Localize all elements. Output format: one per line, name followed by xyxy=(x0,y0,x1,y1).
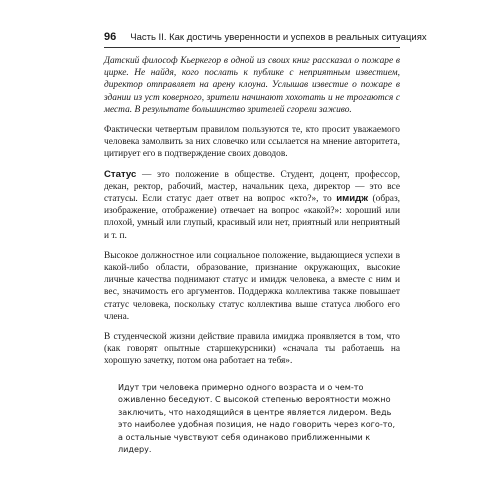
image-definition: (образ, изображение, отображение) отвечает на вопрос «какой?»: хороший или плохой, умный или глупый, красивый или нет, приятный или неприятный и т. п. xyxy=(104,194,401,241)
paragraph-fourth-rule: Фактически четвертым правилом пользуются те, кто просит уважаемого человека замолвить за них словечко или ссылается на мнение авторитета, цитирует его в подтверждение своих доводов. xyxy=(104,125,400,160)
paragraph-high-status: Высокое должностное или социальное положение, выдающиеся успехи в какой-либо области, образование, признание окружающих, высокие личные качества поднимают статус и имидж человека, а вместе с ним и вес, значимость его аргументов. Поддержка коллектива также повышает статус человека, поскольку статус коллектива выше статуса любого его члена. xyxy=(104,250,400,322)
figure-caption: Идут три человека примерно одного возраста и о чем-то оживленно беседуют. С высокой степенью вероятности можно заключить, что находящийся в центре является лидером. Ведь это наиболее удобная позиция, не надо говорить через кого-то, а остальные чувствуют себя одинаково приближенными к лидеру. xyxy=(118,382,396,455)
running-header xyxy=(104,30,427,44)
status-definition: — это положение в обществе. Студент, доцент, профессор, декан, ректор, рабочий, мастер, начальник цеха, директор — это все статусы. Если статус дает ответ на вопрос «кто?», то xyxy=(104,169,400,205)
running-title: Часть II. Как достичь уверенности и успехов в реальных ситуациях xyxy=(130,32,427,43)
header-divider xyxy=(104,47,400,48)
paragraph-status-image xyxy=(104,169,400,242)
kierkegaard-quote: Датский философ Кьеркегор в одной из своих книг рассказал о пожаре в цирке. Не найдя, кого послать к публике с неприятным известием, директор отправляет на арену клоуна. Услышав известие о пожаре в здании из уст коверного, зрители начинают хохотать и не трогаются с места. В результате большинство зрителей сгорели заживо. xyxy=(104,56,400,115)
term-status: Статус xyxy=(104,168,137,180)
paragraph-student-life: В студенческой жизни действие правила имиджа проявляется в том, что (как говорят опытные старшекурсники) «сначала ты работаешь на хорошую зачетку, потом она работает на тебя». xyxy=(104,332,400,367)
term-image: имидж xyxy=(336,193,369,205)
main-text xyxy=(104,55,400,374)
page-number: 96 xyxy=(104,31,117,43)
